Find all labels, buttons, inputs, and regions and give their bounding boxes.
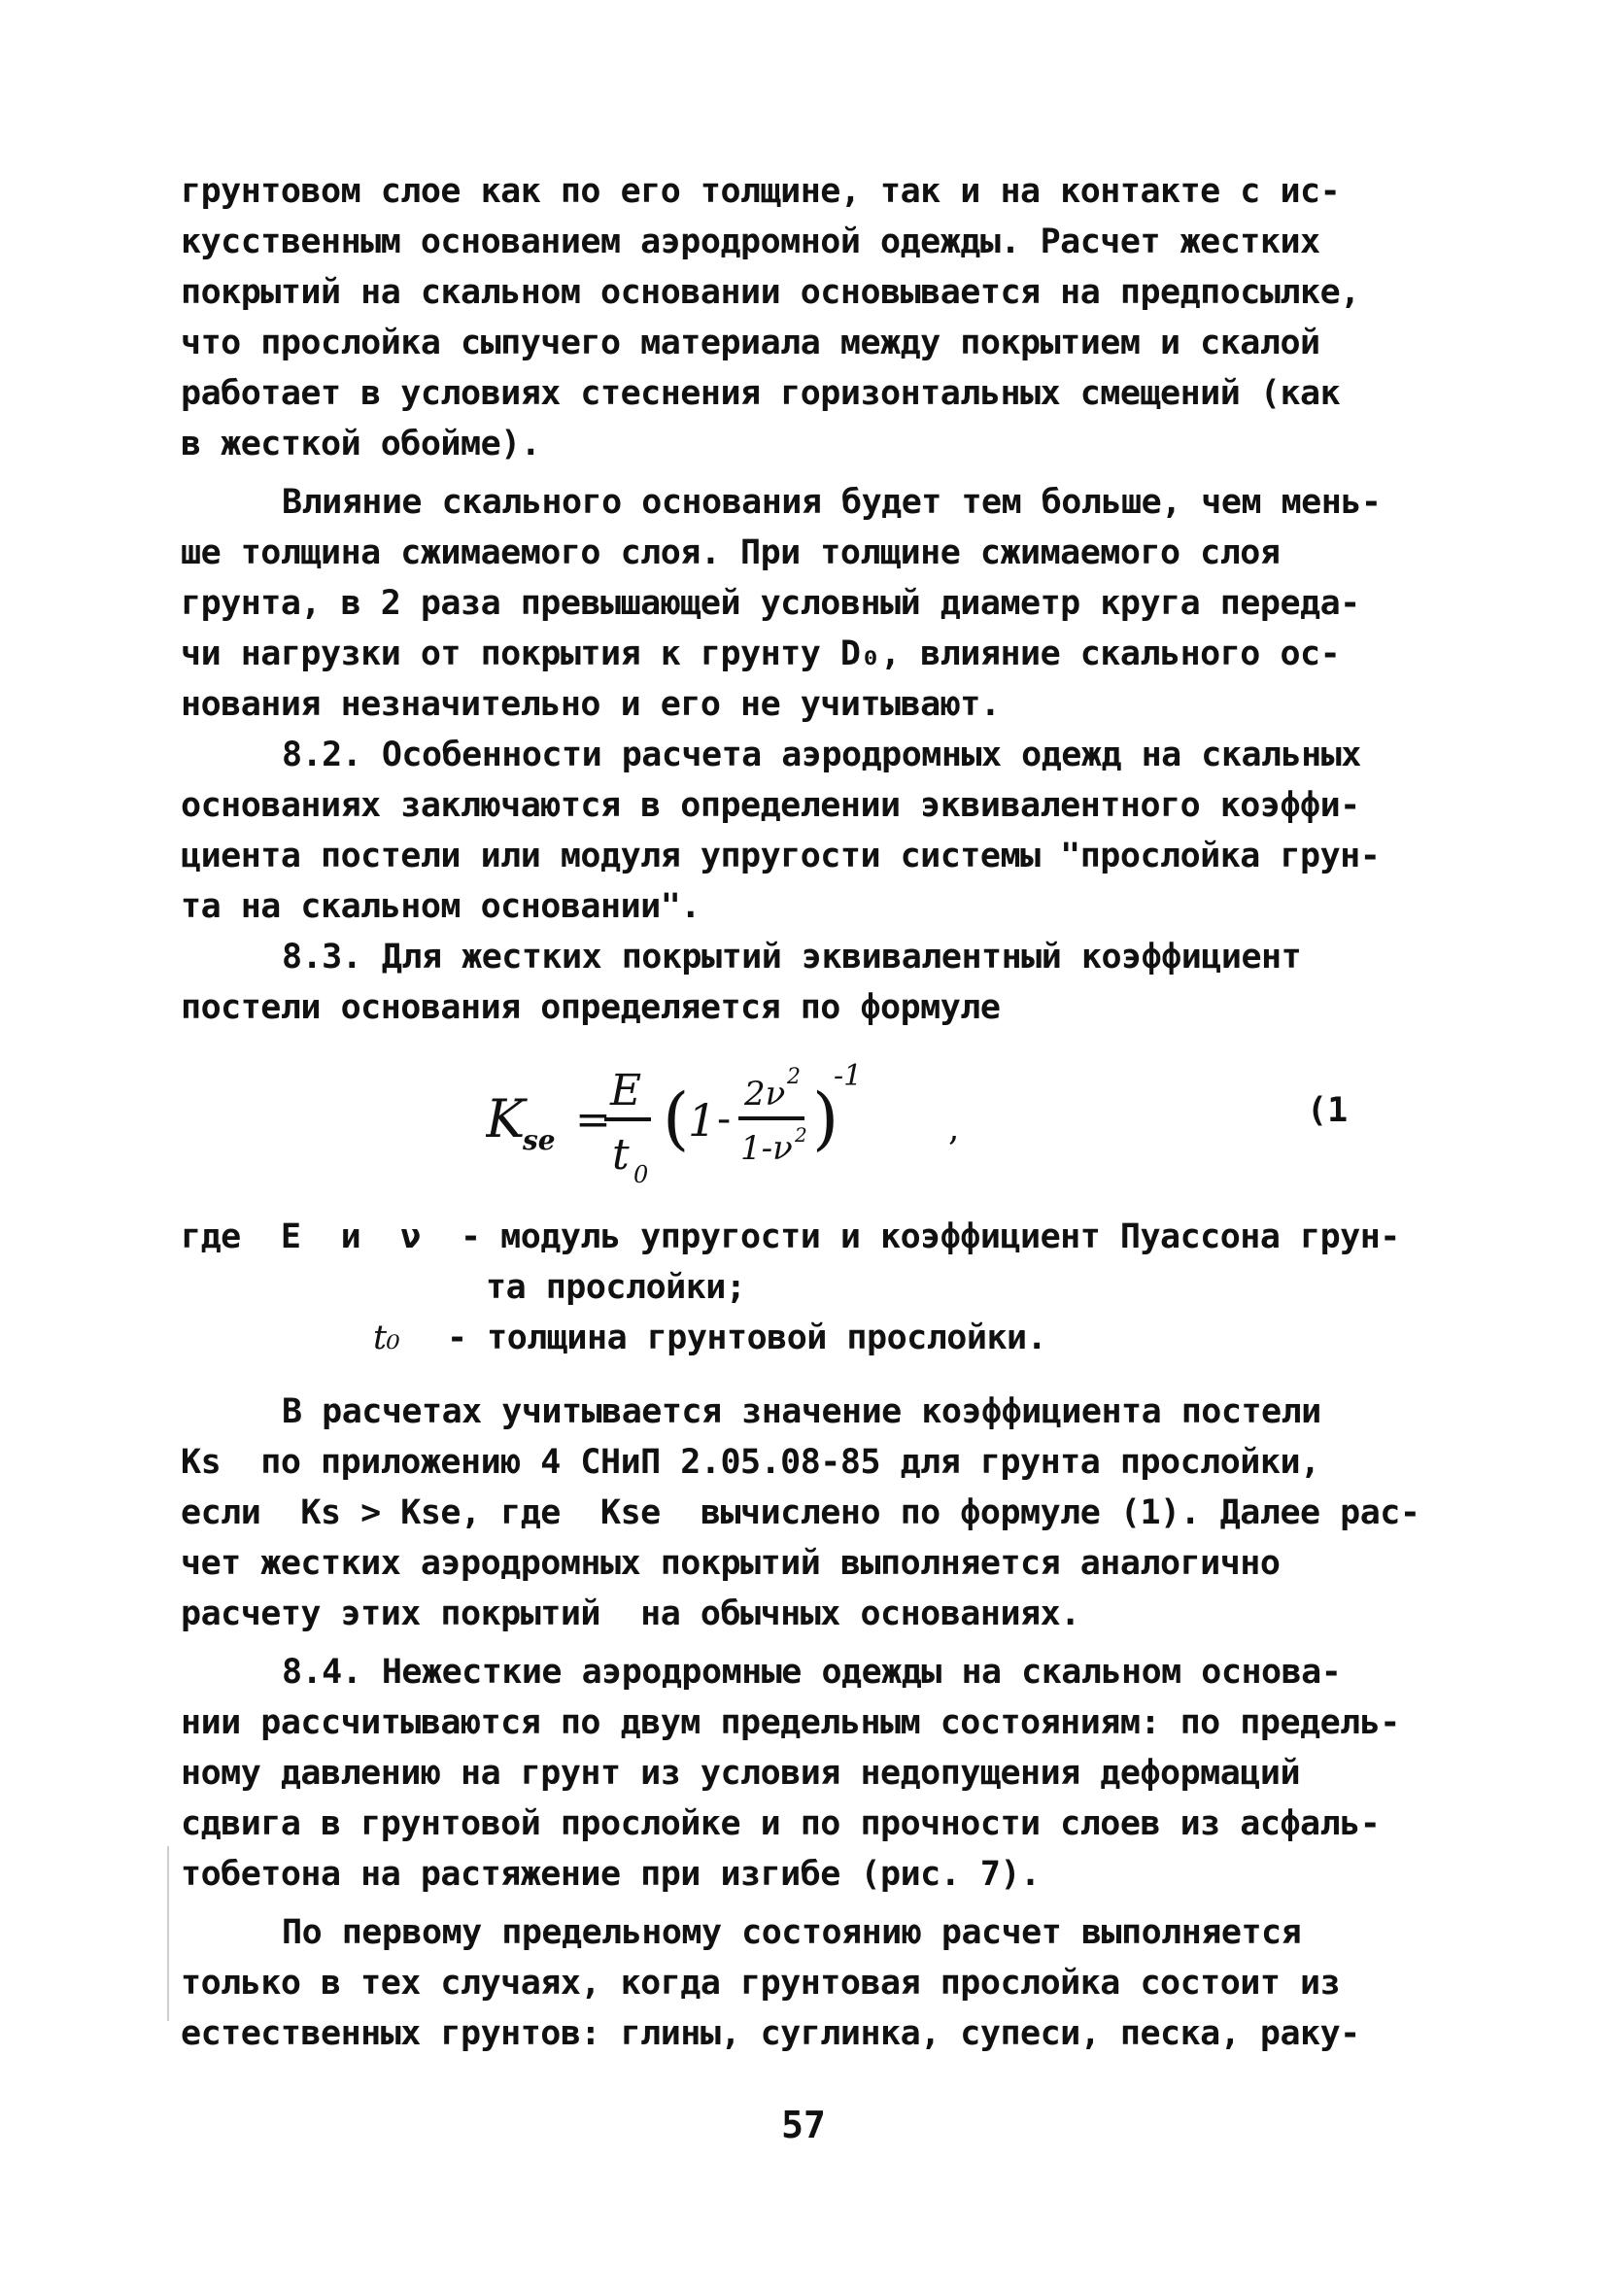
text-line: 8.3. Для жестких покрытий эквивалентный коэффициент	[282, 938, 1302, 977]
text-line: 8.4. Нежесткие аэродромные одежды на скальном основа-	[282, 1653, 1342, 1692]
text-line: постели основания определяется по формуле	[181, 988, 1001, 1027]
where-line: где E и ν - модуль упругости и коэффициент Пуассона грун-	[181, 1217, 1400, 1256]
formula-inner-den: 1-ν	[740, 1129, 793, 1168]
text-line: тобетона на растяжение при изгибе (рис. 7).	[181, 1855, 1041, 1894]
text-line: Влияние скального основания будет тем больше, чем мень-	[282, 483, 1382, 522]
formula-inner-sup: 2	[787, 1065, 801, 1089]
formula-inner-one: 1	[688, 1094, 717, 1147]
formula-inner-den-sup: 2	[795, 1123, 807, 1147]
svg-text:): )	[812, 1079, 839, 1158]
formula-denominator-sub: 0	[633, 1161, 649, 1188]
svg-text:-: -	[717, 1094, 732, 1142]
text-line: расчету этих покрытий на обычных основаниях.	[181, 1594, 1080, 1633]
formula-trailing: ,	[948, 1109, 960, 1148]
text-line: нии рассчитываются по двум предельным состояниям: по предель-	[181, 1703, 1400, 1742]
svg-text:=: =	[575, 1095, 611, 1145]
text-line: Ks по приложению 4 СНиП 2.05.08-85 для грунта прослойки,	[181, 1443, 1320, 1482]
text-line: 8.2. Особенности расчета аэродромных одежд на скальных	[282, 736, 1361, 774]
text-line: нования незначительно и его не учитывают.	[181, 685, 1001, 724]
text-line: ному давлению на грунт из условия недопущения деформаций	[181, 1754, 1301, 1793]
text-line: основаниях заключаются в определении эквивалентного коэффи-	[181, 786, 1360, 825]
text-line: чет жестких аэродромных покрытий выполняется аналогично	[181, 1544, 1281, 1583]
formula-lhs-sub: se	[523, 1124, 556, 1156]
formula-lhs: K	[486, 1088, 526, 1149]
text-line: в жесткой обойме).	[181, 425, 541, 463]
text-line: грунтовом слое как по его толщине, так и на контакте с ис-	[181, 172, 1341, 211]
text-line: чи нагрузки от покрытия к грунту D₀, влияние скального ос-	[181, 634, 1341, 673]
where-line: - толщина грунтовой прослойки.	[447, 1319, 1047, 1357]
text-line: По первому предельному состоянию расчет выполняется	[282, 1913, 1302, 1952]
formula-inner-num: 2ν	[744, 1075, 786, 1114]
scan-artifact-line	[167, 1846, 169, 2021]
text-line: только в тех случаях, когда грунтовая прослойка состоит из	[181, 1964, 1341, 2003]
text-line: циента постели или модуля упругости системы "прослойка грун-	[181, 837, 1381, 875]
equation-number: (1	[1307, 1091, 1349, 1130]
text-line: грунта, в 2 раза превышающей условный диаметр круга переда-	[181, 584, 1360, 623]
text-line: кусственным основанием аэродромной одежды. Расчет жестких	[181, 223, 1320, 261]
formula	[486, 1045, 1069, 1190]
text-line: что прослойка сыпучего материала между покрытием и скалой	[181, 324, 1320, 362]
formula-numerator: E	[610, 1066, 642, 1115]
formula-outer-sup: -1	[834, 1059, 863, 1093]
text-line: та на скальном основании".	[181, 887, 701, 926]
text-line: В расчетах учитывается значение коэффициента постели	[282, 1392, 1321, 1431]
where-symbol: t₀	[373, 1319, 400, 1357]
text-line: покрытий на скальном основании основывается на предпосылке,	[181, 273, 1360, 312]
text-line: ше толщина сжимаемого слоя. При толщине сжимаемого слоя	[181, 533, 1281, 572]
page-number: 57	[781, 2104, 826, 2146]
text-line: естественных грунтов: глины, суглинка, супеси, песка, раку-	[181, 2014, 1360, 2053]
formula-denominator: t	[612, 1130, 630, 1180]
text-line: если Ks > Kse, где Kse вычислено по формуле (1). Далее рас-	[181, 1493, 1420, 1532]
svg-text:(: (	[663, 1079, 690, 1158]
where-line: та прослойки;	[486, 1268, 746, 1307]
text-line: сдвига в грунтовой прослойке и по прочности слоев из асфаль-	[181, 1804, 1381, 1843]
text-line: работает в условиях стеснения горизонтальных смещений (как	[181, 374, 1341, 413]
